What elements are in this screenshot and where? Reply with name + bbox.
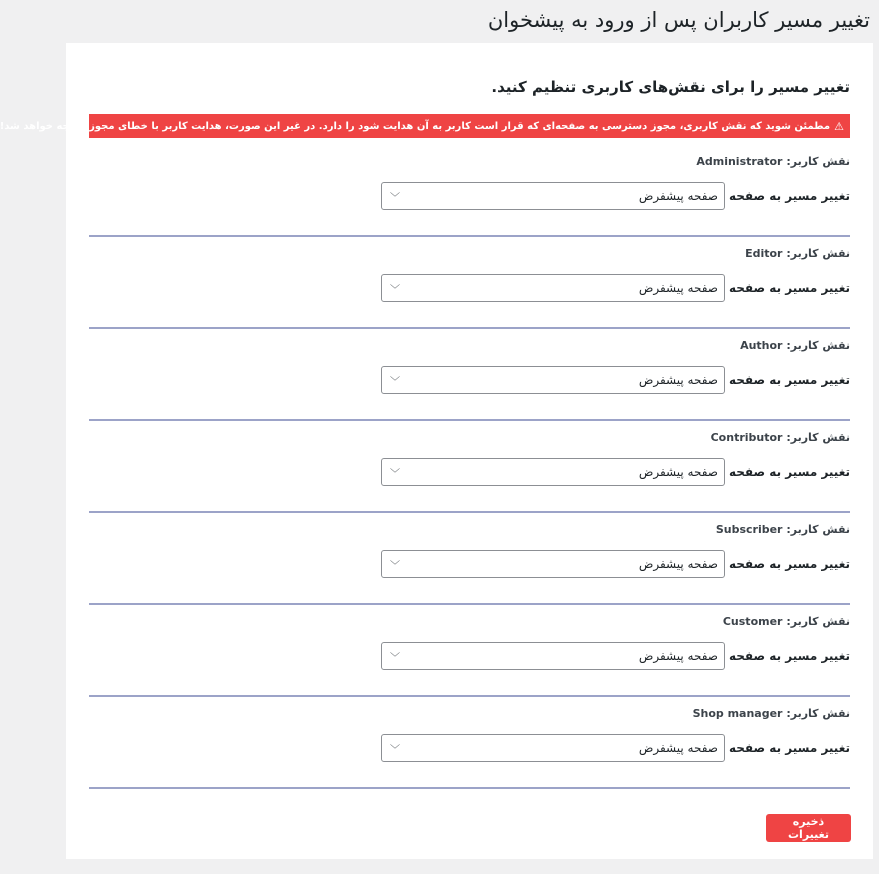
redirect-select-editor[interactable] bbox=[381, 274, 725, 302]
redirect-select-contributor[interactable] bbox=[381, 458, 725, 486]
role-name: Author bbox=[740, 339, 783, 352]
role-label bbox=[745, 247, 850, 260]
role-name: Contributor bbox=[710, 431, 783, 444]
role-label bbox=[723, 615, 850, 628]
redirect-select-author[interactable] bbox=[381, 366, 725, 394]
warning-text: مطمئن شوید که نقش کاربری، مجوز دسترسی به صفحه‌ای که قرار است کاربر به آن هدایت شود را دارد. در غیر این صورت، هدایت کاربر با خطای مجوز مواجه خواهد شد! bbox=[0, 120, 831, 132]
role-name: Customer bbox=[722, 615, 783, 628]
select-value: صفحه پیشفرض bbox=[638, 281, 718, 295]
redirect-row bbox=[381, 550, 850, 578]
chevron-down-icon: ﹀ bbox=[389, 192, 400, 204]
redirect-row bbox=[381, 182, 850, 210]
role-prefix: نقش کاربر: bbox=[786, 339, 850, 352]
redirect-select-shop-manager[interactable] bbox=[381, 734, 725, 762]
redirect-row bbox=[381, 366, 850, 394]
select-value: صفحه پیشفرض bbox=[638, 465, 718, 479]
page-title: تغییر مسیر کاربران پس از ورود به پیشخوان bbox=[487, 8, 870, 32]
redirect-row bbox=[381, 458, 850, 486]
role-block-author bbox=[89, 327, 850, 421]
chevron-down-icon: ﹀ bbox=[389, 284, 400, 296]
section-heading: تغییر مسیر را برای نقش‌های کاربری تنظیم کنید. bbox=[491, 78, 850, 96]
role-block-customer bbox=[89, 603, 850, 697]
redirect-row bbox=[381, 642, 850, 670]
role-name: Subscriber bbox=[715, 523, 783, 536]
chevron-down-icon: ﹀ bbox=[389, 652, 400, 664]
chevron-down-icon: ﹀ bbox=[389, 744, 400, 756]
role-prefix: نقش کاربر: bbox=[786, 155, 850, 168]
role-prefix: نقش کاربر: bbox=[786, 707, 850, 720]
role-label bbox=[716, 523, 850, 536]
warning-icon: ⚠ bbox=[834, 119, 844, 133]
role-label bbox=[740, 339, 850, 352]
redirect-label: تغییر مسیر به صفحه bbox=[728, 557, 850, 571]
role-label bbox=[693, 707, 850, 720]
role-block-editor bbox=[89, 235, 850, 329]
redirect-label: تغییر مسیر به صفحه bbox=[728, 281, 850, 295]
redirect-label: تغییر مسیر به صفحه bbox=[728, 465, 850, 479]
select-value: صفحه پیشفرض bbox=[638, 741, 718, 755]
role-name: Shop manager bbox=[692, 707, 783, 720]
role-prefix: نقش کاربر: bbox=[786, 615, 850, 628]
role-block-shop-manager bbox=[89, 695, 850, 789]
select-value: صفحه پیشفرض bbox=[638, 557, 718, 571]
select-value: صفحه پیشفرض bbox=[638, 373, 718, 387]
role-name: Editor bbox=[745, 247, 783, 260]
select-value: صفحه پیشفرض bbox=[638, 649, 718, 663]
chevron-down-icon: ﹀ bbox=[389, 560, 400, 572]
settings-panel bbox=[0, 43, 873, 859]
role-prefix: نقش کاربر: bbox=[786, 247, 850, 260]
redirect-label: تغییر مسیر به صفحه bbox=[728, 649, 850, 663]
role-prefix: نقش کاربر: bbox=[786, 431, 850, 444]
role-prefix: نقش کاربر: bbox=[786, 523, 850, 536]
role-name: Administrator bbox=[696, 155, 783, 168]
redirect-label: تغییر مسیر به صفحه bbox=[728, 189, 850, 203]
role-label bbox=[711, 431, 850, 444]
role-block-contributor bbox=[89, 419, 850, 513]
chevron-down-icon: ﹀ bbox=[389, 468, 400, 480]
chevron-down-icon: ﹀ bbox=[389, 376, 400, 388]
role-block-administrator bbox=[89, 143, 850, 237]
role-label bbox=[696, 155, 850, 168]
redirect-select-customer[interactable] bbox=[381, 642, 725, 670]
role-block-subscriber bbox=[89, 511, 850, 605]
redirect-label: تغییر مسیر به صفحه bbox=[728, 741, 850, 755]
select-value: صفحه پیشفرض bbox=[638, 189, 718, 203]
redirect-label: تغییر مسیر به صفحه bbox=[728, 373, 850, 387]
redirect-row bbox=[381, 274, 850, 302]
redirect-select-administrator[interactable] bbox=[381, 182, 725, 210]
redirect-row bbox=[381, 734, 850, 762]
save-button[interactable]: ذخیره تغییرات bbox=[766, 814, 851, 842]
redirect-select-subscriber[interactable] bbox=[381, 550, 725, 578]
warning-banner bbox=[0, 114, 850, 138]
